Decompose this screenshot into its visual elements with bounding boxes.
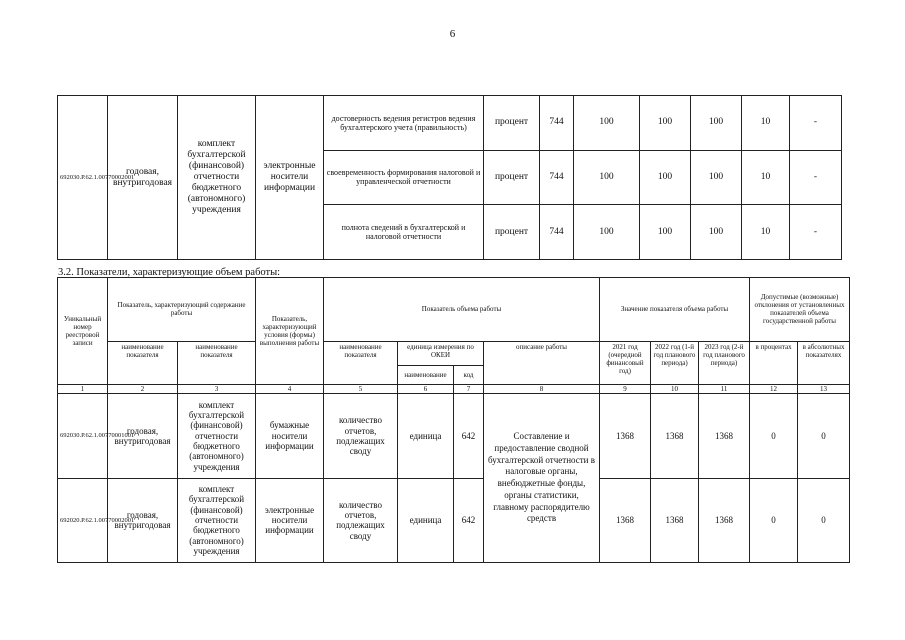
header-volume-group: Показатель объема работы bbox=[324, 278, 600, 342]
header-okei-code: код bbox=[454, 366, 484, 385]
value-2023-cell: 1368 bbox=[699, 394, 750, 478]
header-row bbox=[58, 341, 850, 366]
column-number: 13 bbox=[798, 384, 850, 393]
column-number: 2 bbox=[108, 384, 178, 393]
deviation-abs-cell: 0 bbox=[798, 394, 850, 478]
unit-cell: процент bbox=[484, 205, 540, 260]
column-number: 11 bbox=[699, 384, 750, 393]
work-description-cell: Составление и предоставление сводной бухгалтерской отчетности в налоговые органы, внебюджетные фонды, органы статистики, главному распорядителю средств bbox=[484, 394, 600, 563]
value-2022-cell: 1368 bbox=[651, 394, 699, 478]
column-number: 6 bbox=[398, 384, 454, 393]
header-okei: единица измерения по ОКЕИ bbox=[398, 341, 484, 366]
condition-cell: бумажные носители информации bbox=[256, 394, 324, 478]
header-2021: 2021 год (очередной финансовый год) bbox=[600, 341, 651, 384]
value-2021-cell: 100 bbox=[574, 205, 640, 260]
header-2022: 2022 год (1-й год планового периода) bbox=[651, 341, 699, 384]
header-content-name-1: наименование показателя bbox=[108, 341, 178, 384]
period-cell: годовая, внутригодовая bbox=[108, 394, 178, 478]
column-number: 3 bbox=[178, 384, 256, 393]
section-title: 3.2. Показатели, характеризующие объем работы: bbox=[58, 267, 281, 278]
code-cell: 744 bbox=[540, 150, 574, 205]
registry-number-cell: 692020.Р.62.1.00770002001 bbox=[58, 478, 108, 562]
condition-cell: электронные носители информации bbox=[256, 478, 324, 562]
column-number: 7 bbox=[454, 384, 484, 393]
value-2021-cell: 1368 bbox=[600, 478, 651, 562]
quality-row bbox=[58, 96, 842, 151]
code-cell: 744 bbox=[540, 96, 574, 151]
unit-cell: процент bbox=[484, 150, 540, 205]
value-2022-cell: 100 bbox=[640, 150, 691, 205]
deviation-pct-cell: 10 bbox=[742, 150, 790, 205]
header-deviation-group: Допустимые (возможные) отклонения от установленных показателей объема государственной работы bbox=[750, 278, 850, 342]
registry-number-cell: 692030.Р.62.1.00770002001 bbox=[58, 96, 108, 260]
header-deviation-pct: в процентах bbox=[750, 341, 798, 384]
condition-cell: электронные носители информации bbox=[256, 96, 324, 260]
deviation-pct-cell: 0 bbox=[750, 394, 798, 478]
header-content-group: Показатель, характеризующий содержание работы bbox=[108, 278, 256, 342]
value-2023-cell: 100 bbox=[691, 96, 742, 151]
unit-cell: единица bbox=[398, 478, 454, 562]
value-2021-cell: 100 bbox=[574, 150, 640, 205]
content-cell: комплект бухгалтерской (финансовой) отчетности бюджетного (автономного) учреждения bbox=[178, 478, 256, 562]
header-content-name-2: наименование показателя bbox=[178, 341, 256, 384]
volume-row bbox=[58, 394, 850, 478]
header-value-group: Значение показателя объема работы bbox=[600, 278, 750, 342]
value-2022-cell: 1368 bbox=[651, 478, 699, 562]
value-2023-cell: 1368 bbox=[699, 478, 750, 562]
volume-indicators-table bbox=[57, 277, 850, 563]
header-row bbox=[58, 278, 850, 342]
deviation-abs-cell: - bbox=[790, 205, 842, 260]
column-number: 10 bbox=[651, 384, 699, 393]
deviation-pct-cell: 10 bbox=[742, 96, 790, 151]
page-number: 6 bbox=[449, 28, 456, 40]
registry-number-cell: 692030.Р.62.1.00770001001 bbox=[58, 394, 108, 478]
column-number: 4 bbox=[256, 384, 324, 393]
content-cell: комплект бухгалтерской (финансовой) отчетности бюджетного (автономного) учреждения bbox=[178, 96, 256, 260]
header-2023: 2023 год (2-й год планового периода) bbox=[699, 341, 750, 384]
column-number: 8 bbox=[484, 384, 600, 393]
code-cell: 744 bbox=[540, 205, 574, 260]
value-2023-cell: 100 bbox=[691, 205, 742, 260]
quality-indicators-table bbox=[57, 95, 842, 260]
header-deviation-abs: в абсолютных показателях bbox=[798, 341, 850, 384]
indicator-cell: количество отчетов, подлежащих своду bbox=[324, 478, 398, 562]
indicator-cell: достоверность ведения регистров ведения бухгалтерского учета (правильность) bbox=[324, 96, 484, 151]
column-number: 1 bbox=[58, 384, 108, 393]
period-cell: годовая, внутригодовая bbox=[108, 96, 178, 260]
indicator-cell: полнота сведений в бухгалтерской и налоговой отчетности bbox=[324, 205, 484, 260]
value-2022-cell: 100 bbox=[640, 96, 691, 151]
value-2021-cell: 100 bbox=[574, 96, 640, 151]
deviation-abs-cell: - bbox=[790, 96, 842, 151]
column-number: 12 bbox=[750, 384, 798, 393]
unit-cell: единица bbox=[398, 394, 454, 478]
volume-row bbox=[58, 478, 850, 562]
deviation-abs-cell: 0 bbox=[798, 478, 850, 562]
unit-cell: процент bbox=[484, 96, 540, 151]
code-cell: 642 bbox=[454, 478, 484, 562]
content-cell: комплект бухгалтерской (финансовой) отчетности бюджетного (автономного) учреждения bbox=[178, 394, 256, 478]
indicator-cell: количество отчетов, подлежащих своду bbox=[324, 394, 398, 478]
value-2021-cell: 1368 bbox=[600, 394, 651, 478]
header-condition: Показатель, характеризующий условия (формы) выполнения работы bbox=[256, 278, 324, 385]
header-registry: Уникальный номер реестровой записи bbox=[58, 278, 108, 385]
value-2022-cell: 100 bbox=[640, 205, 691, 260]
period-cell: годовая, внутригодовая bbox=[108, 478, 178, 562]
header-indicator-name: наименование показателя bbox=[324, 341, 398, 384]
column-number-row bbox=[58, 384, 850, 393]
deviation-abs-cell: - bbox=[790, 150, 842, 205]
header-description: описание работы bbox=[484, 341, 600, 384]
deviation-pct-cell: 10 bbox=[742, 205, 790, 260]
value-2023-cell: 100 bbox=[691, 150, 742, 205]
deviation-pct-cell: 0 bbox=[750, 478, 798, 562]
header-okei-name: наименование bbox=[398, 366, 454, 385]
column-number: 5 bbox=[324, 384, 398, 393]
column-number: 9 bbox=[600, 384, 651, 393]
indicator-cell: своевременность формирования налоговой и управленческой отчетности bbox=[324, 150, 484, 205]
code-cell: 642 bbox=[454, 394, 484, 478]
